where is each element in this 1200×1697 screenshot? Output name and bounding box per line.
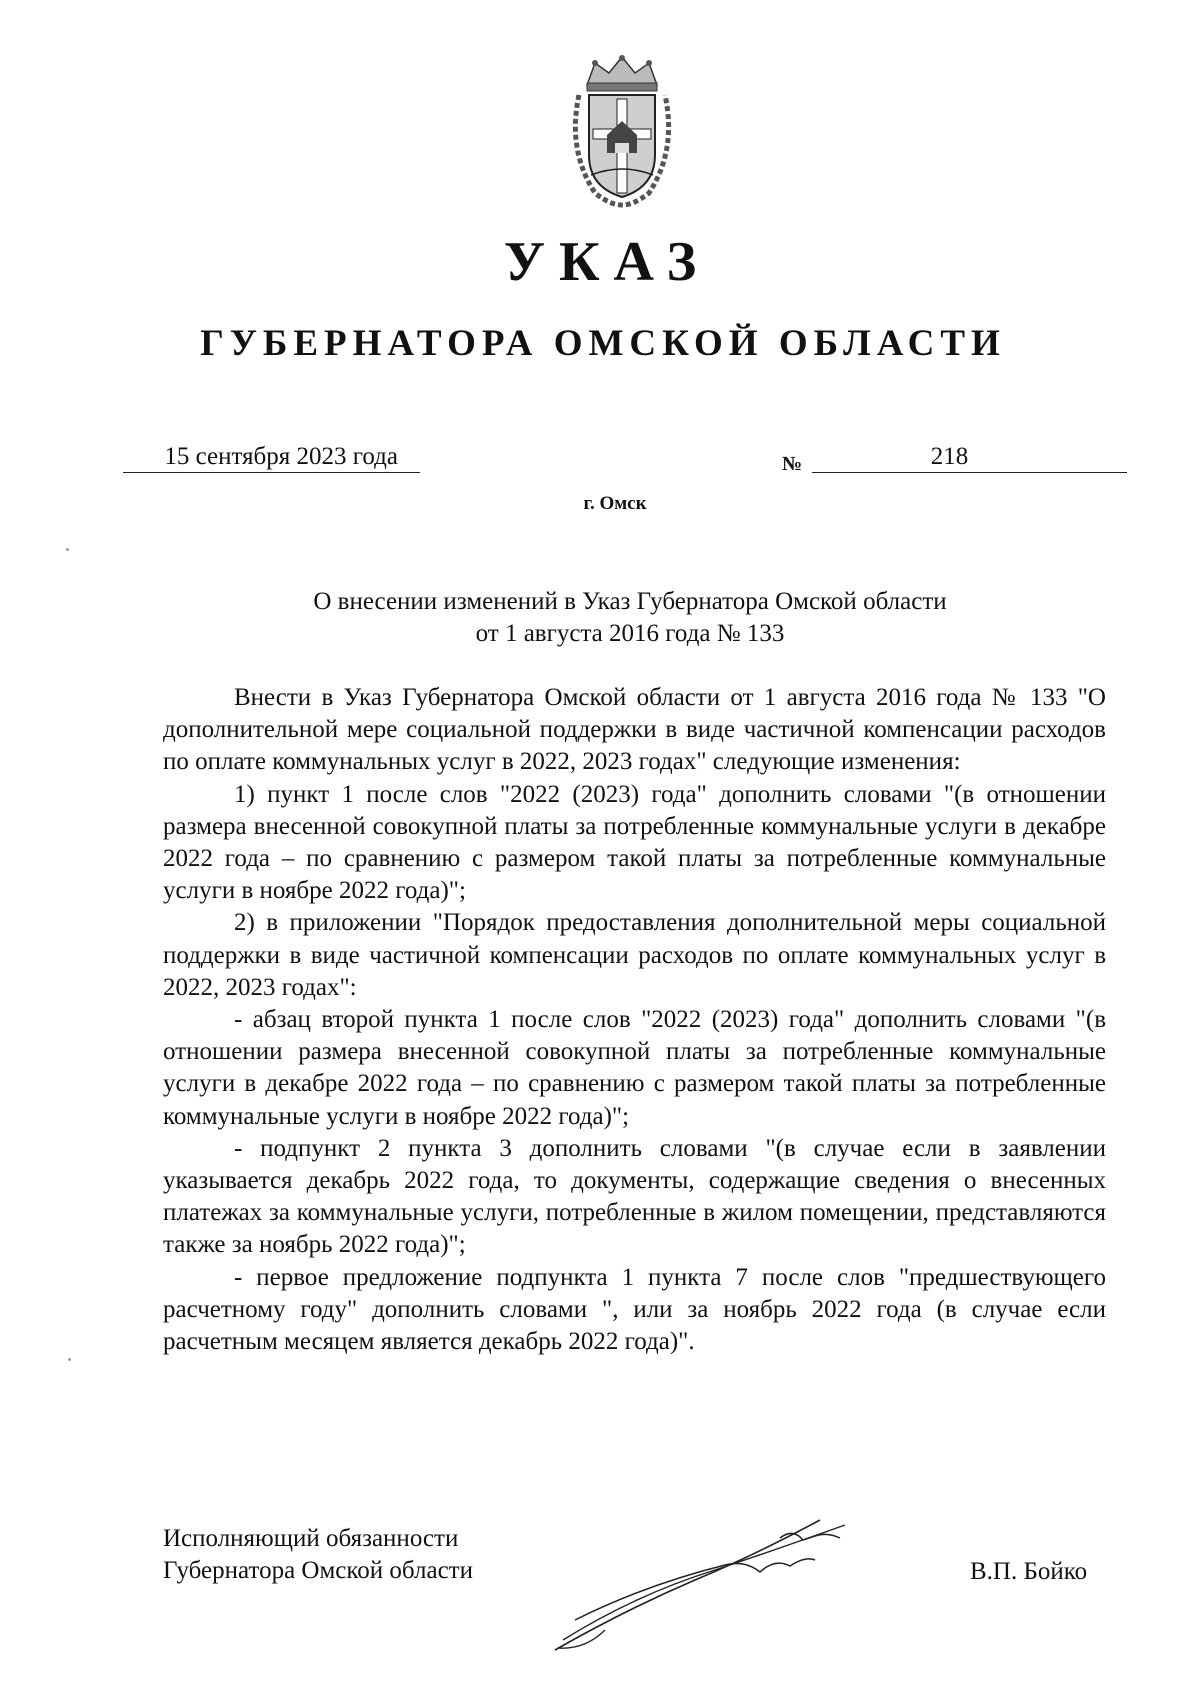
document-title: УКАЗ: [503, 231, 711, 293]
signatory-position: [163, 1523, 473, 1587]
scan-speck: [68, 1358, 71, 1361]
document-subtitle: ГУБЕРНАТОРА ОМСКОЙ ОБЛАСТИ: [200, 323, 1006, 364]
body-paragraph: Внести в Указ Губернатора Омской области от 1 августа 2016 года № 133 "О дополнительной мере социальной поддержки в виде частичной компенсации расходов по оплате коммунальных услуг в 2022, 2023 годах" следующие изменения:: [163, 684, 1106, 776]
decree-date: 15 сентября 2023 года: [123, 442, 420, 473]
handwritten-signature: [545, 1500, 875, 1660]
scan-speck: [66, 548, 69, 551]
position-line-1: Исполняющий обязанности: [163, 1525, 459, 1552]
body-paragraph: - первое предложение подпункта 1 пункта 7 после слов "предшествующего расчетному году" дополнить словами ", или за ноябрь 2022 года (в случае если расчетным месяцем является декабрь 2022 года)".: [163, 1263, 1106, 1356]
heading-line-1: О внесении изменений в Указ Губернатора Омской области: [313, 588, 947, 615]
body-paragraph: - подпункт 2 пункта 3 дополнить словами "(в случае если в заявлении указывается декабрь 2022 года, то документы, содержащие сведения о внесенных платежах за коммунальные услуги, потребленные в жилом помещении, представляются также за ноябрь 2022 года)";: [163, 1134, 1106, 1259]
decree-body: [163, 682, 1106, 1358]
body-paragraph: 1) пункт 1 после слов "2022 (2023) года" дополнить словами "(в отношении размера внесенной совокупной платы за потребленные коммунальные услуги в декабре 2022 года – по сравнению с размером такой платы за потребленные коммунальные услуги в ноябре 2022 года)";: [163, 780, 1106, 905]
decree-number: 218: [812, 442, 1127, 473]
body-paragraph: 2) в приложении "Порядок предоставления дополнительной меры социальной поддержки в виде частичной компенсации расходов по оплате коммунальных услуг в 2022, 2023 годах":: [163, 909, 1106, 1001]
heading-line-2: от 1 августа 2016 года № 133: [475, 620, 785, 647]
body-paragraph: - абзац второй пункта 1 после слов "2022 (2023) года" дополнить словами "(в отношении размера внесенной совокупной платы за потребленные коммунальные услуги в декабре 2022 года – по сравнению с размером такой платы за потребленные коммунальные услуги в ноябре 2022 года)";: [163, 1006, 1106, 1130]
position-line-2: Губернатора Омской области: [163, 1557, 473, 1584]
coat-of-arms-icon: [565, 55, 680, 210]
number-sign: №: [782, 453, 803, 475]
city-label: г. Омск: [583, 493, 647, 514]
decree-heading: [0, 586, 1200, 650]
signatory-name: В.П. Бойко: [970, 1558, 1088, 1585]
